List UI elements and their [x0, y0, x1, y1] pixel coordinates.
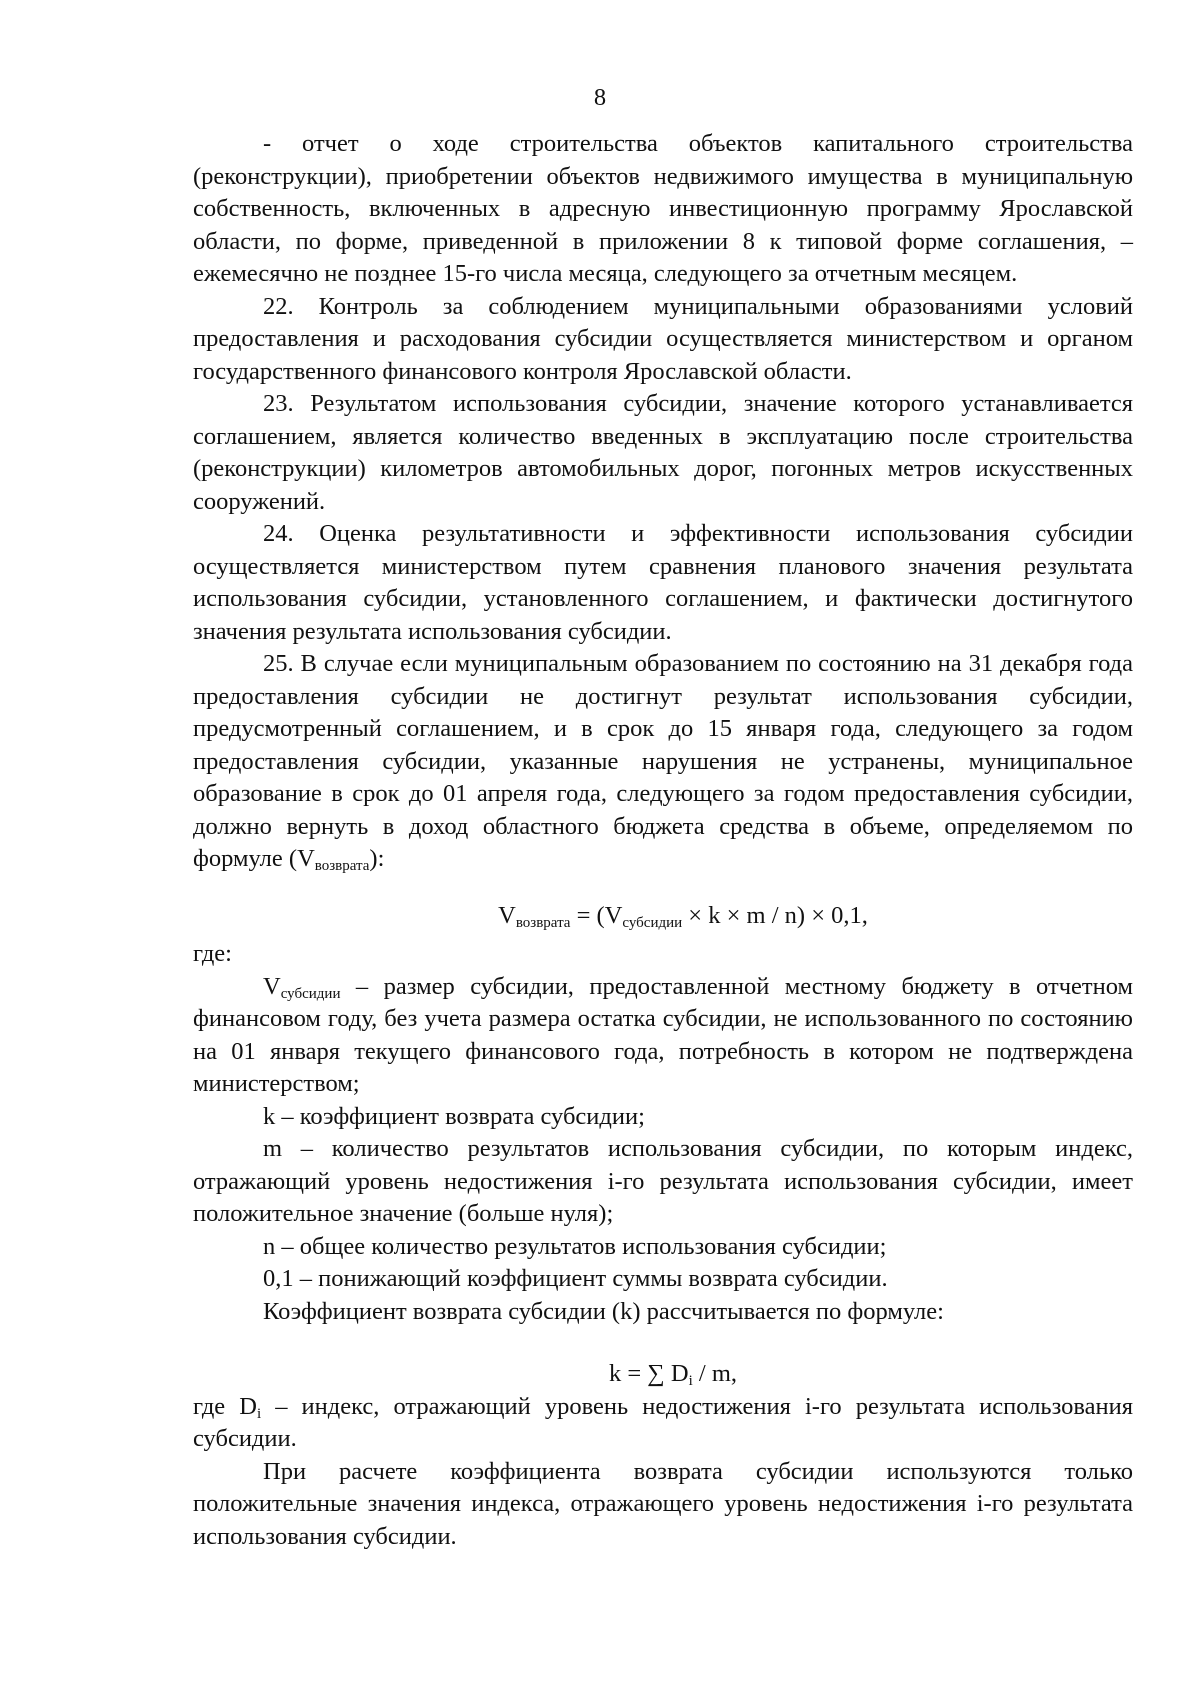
- paragraph-25: [193, 648, 1133, 876]
- definition-m: m – количество результатов использования субсидии, по которым индекс, отражающий уровень недостижения i-го результата использования субсидии, имеет положительное значение (больше нуля);: [193, 1135, 1133, 1227]
- v-return-subscript: возврата: [314, 858, 370, 874]
- paragraph-23: 23. Результатом использования субсидии, значение которого устанавливается соглашением, является количество введенных в эксплуатацию после строительства (реконструкции) километров автомобильных дорог, погонных метров искусственных сооружений.: [193, 390, 1133, 515]
- definition-v-subscript: субсидии: [280, 985, 341, 1002]
- definition-n: n – общее количество результатов использования субсидии;: [263, 1232, 887, 1260]
- formula-k-before: k = ∑ D: [608, 1360, 689, 1387]
- definition-v: [193, 971, 1133, 1101]
- definition-di: [193, 1391, 1133, 1456]
- formula-lhs-subscript: возврата: [515, 914, 571, 931]
- definition-v-symbol: V: [263, 972, 281, 1000]
- formula-k-after: / m,: [692, 1360, 738, 1387]
- definition-di-subscript: i: [256, 1405, 262, 1422]
- definition-v-text: – размер субсидии, предоставленной местному бюджету в отчетном финансовом году, без учета размера остатка субсидии, не использованного по состоянию на 01 января текущего финансового года, потребность в котором не подтверждена министерством;: [193, 972, 1133, 1097]
- document-body: [193, 128, 1133, 1553]
- formula-mid: = (V: [570, 901, 623, 929]
- paragraph-last: При расчете коэффициента возврата субсидии используются только положительные значения индекса, отражающего уровень недостижения i-го результата использования субсидии.: [193, 1457, 1133, 1550]
- paragraph-25-tail: ):: [369, 845, 385, 872]
- formula-mid-subscript: субсидии: [622, 914, 683, 931]
- formula-k-subscript: i: [688, 1373, 693, 1389]
- paragraph-22: 22. Контроль за соблюдением муниципальными образованиями условий предоставления и расходования субсидии осуществляется министерством и органом государственного финансового контроля Ярославской области.: [193, 292, 1133, 385]
- k-formula-intro: Коэффициент возврата субсидии (k) рассчитывается по формуле:: [263, 1297, 944, 1325]
- formula-return: [193, 900, 1133, 933]
- where-label: где:: [193, 940, 232, 967]
- formula-k: [193, 1358, 1133, 1391]
- definition-k: k – коэффициент возврата субсидии;: [263, 1102, 645, 1130]
- formula-rhs: × k × m / n) × 0,1,: [682, 901, 868, 929]
- paragraph-24: 24. Оценка результативности и эффективности использования субсидии осуществляется министерством путем сравнения планового значения результата использования субсидии, установленного соглашением, и фактически достигнутого значения результата использования субсидии.: [193, 520, 1133, 645]
- page-number: 8: [593, 84, 607, 111]
- paragraph-25-text: 25. В случае если муниципальным образованием по состоянию на 31 декабря года предоставления субсидии не достигнут результат использования субсидии, предусмотренный соглашением, и в срок до 15 января года, следующего за годом предоставления субсидии, указанные нарушения не устранены, муниципальное образование в срок до 01 апреля года, следующего за годом предоставления субсидии, должно вернуть в доход областного бюджета средства в объеме, определяемом по формуле (V: [193, 650, 1133, 872]
- definition-di-after: – индекс, отражающий уровень недостижения i-го результата использования субсидии.: [193, 1392, 1133, 1452]
- definition-coefficient: 0,1 – понижающий коэффициент суммы возврата субсидии.: [263, 1265, 888, 1292]
- definition-di-before: где D: [193, 1392, 257, 1420]
- formula-lhs: V: [498, 901, 516, 929]
- paragraph-report: - отчет о ходе строительства объектов капитального строительства (реконструкции), приобретении объектов недвижимого имущества в муниципальную собственность, включенных в адресную инвестиционную программу Ярославской области, по форме, приведенной в приложении 8 к типовой форме соглашения, – ежемесячно не позднее 15-го числа месяца, следующего за отчетным месяцем.: [193, 130, 1133, 287]
